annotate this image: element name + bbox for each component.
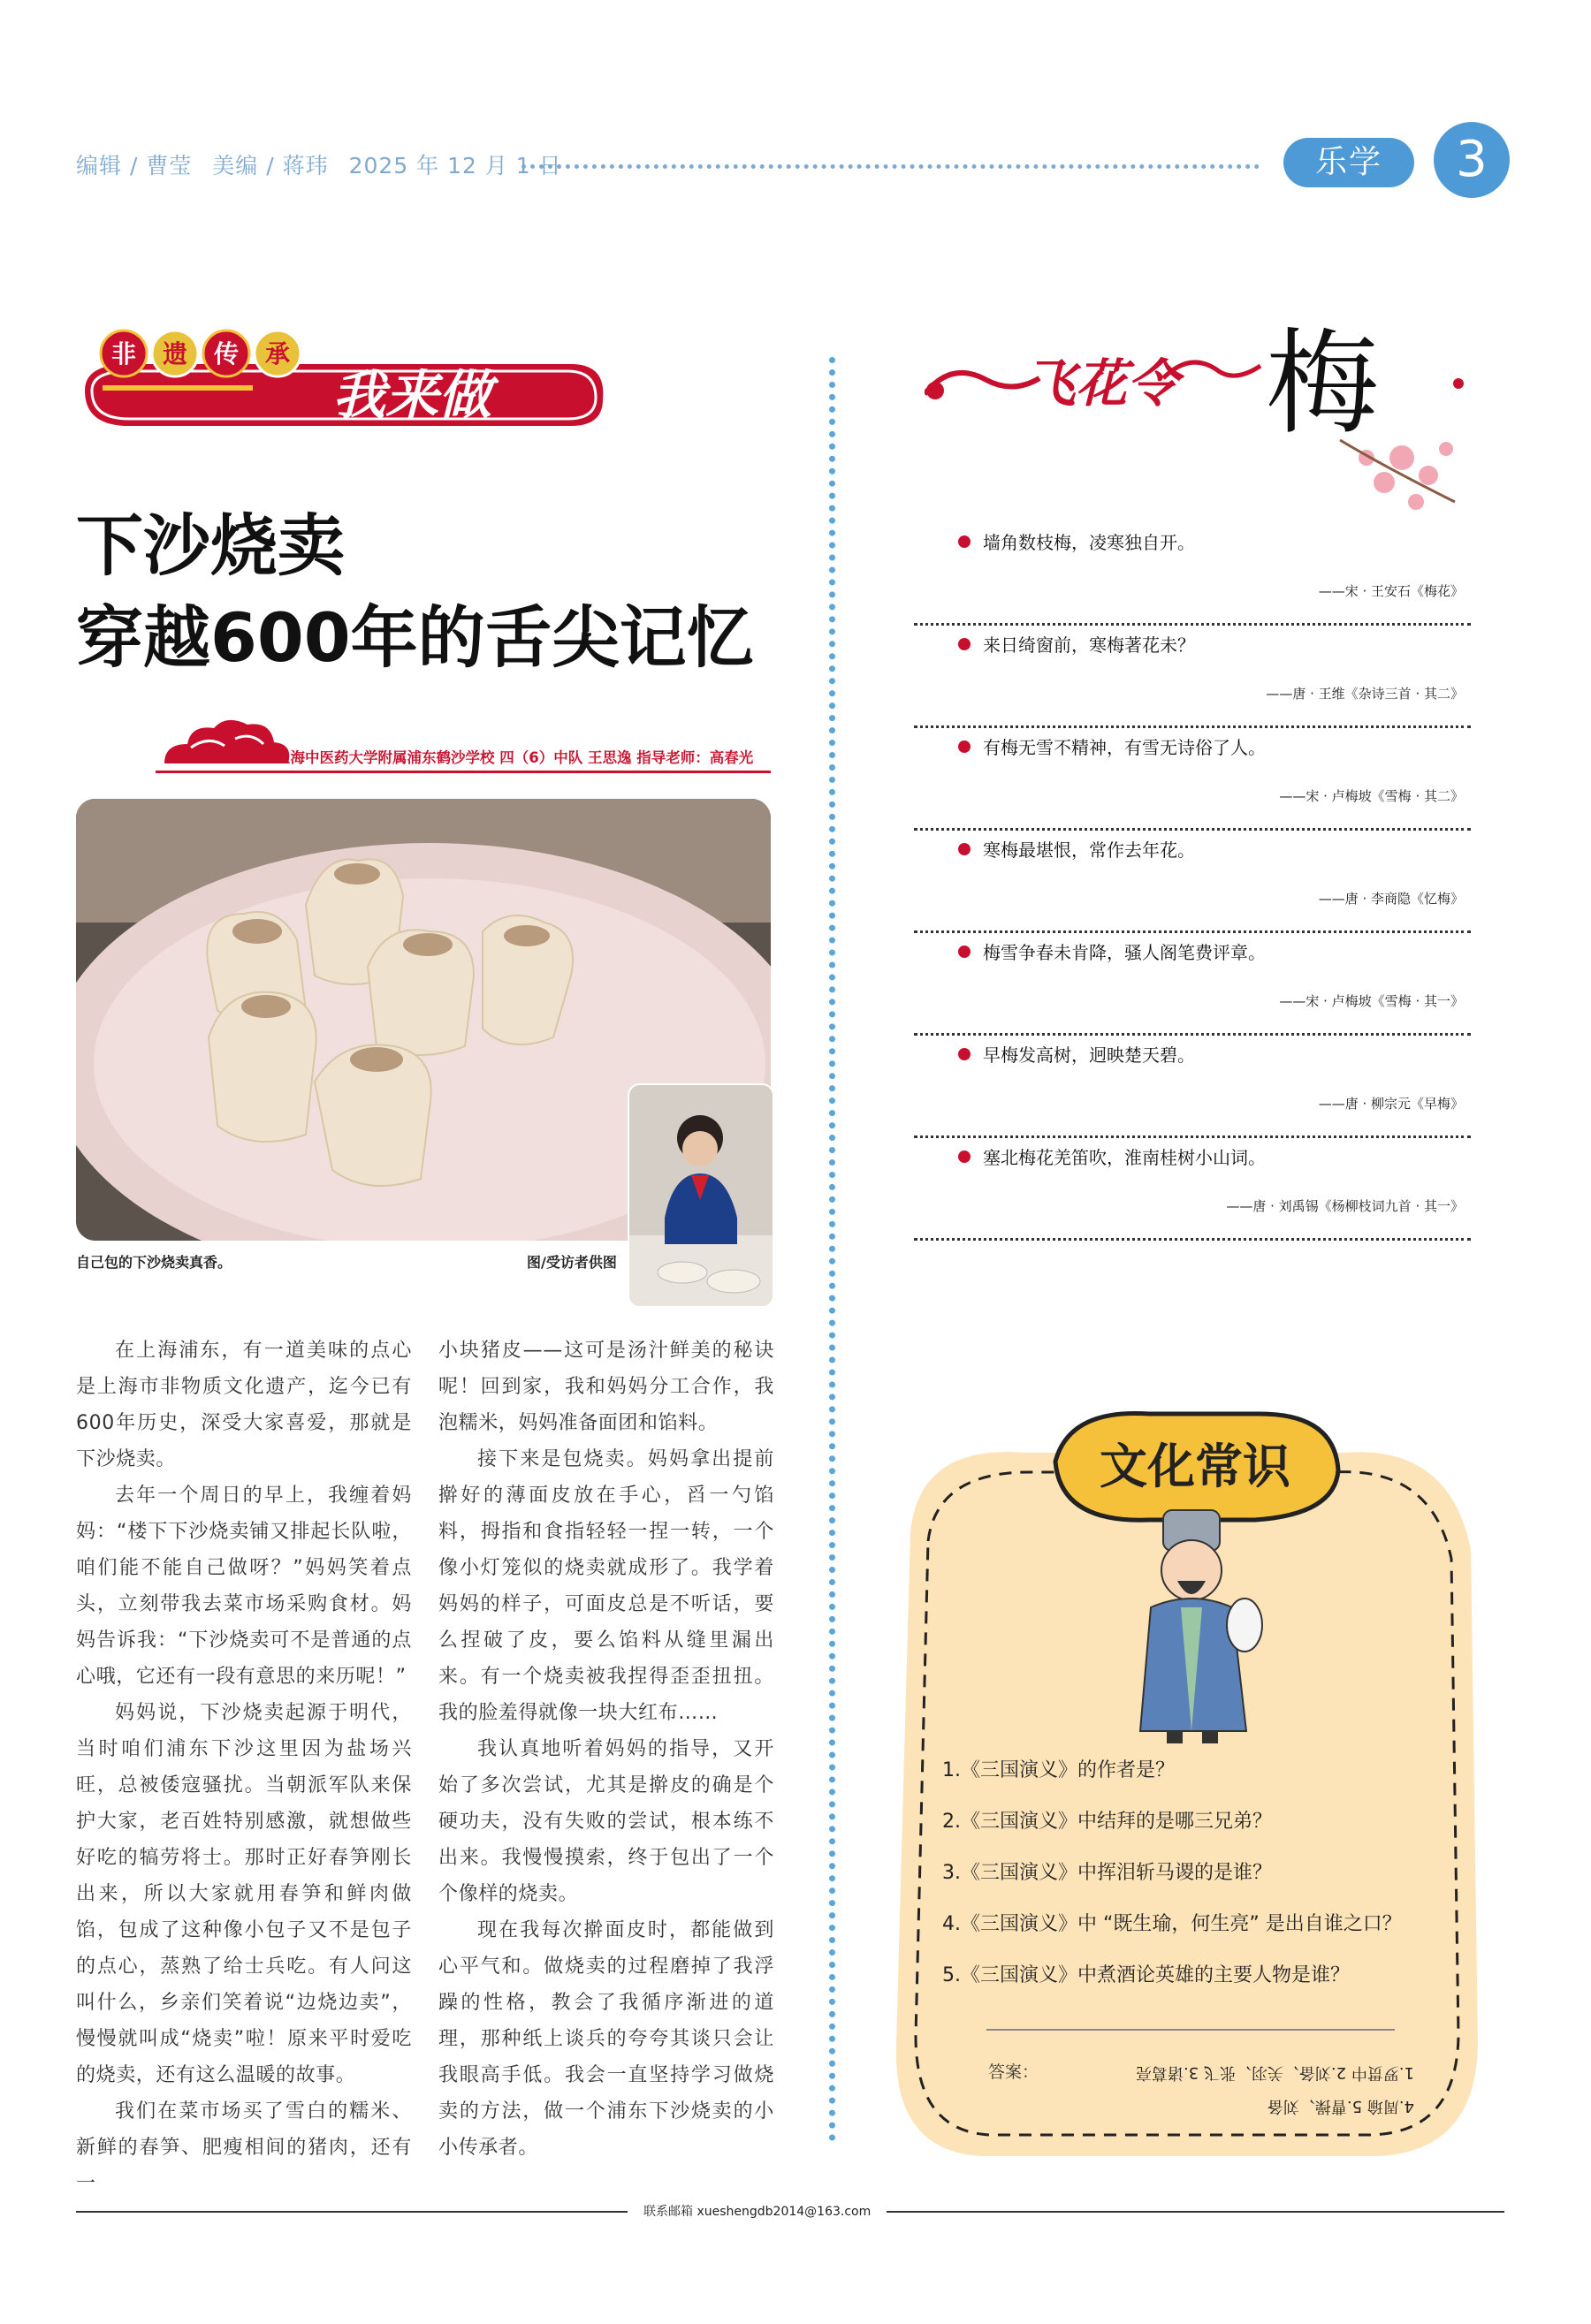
designer-credit: 美编 / 蒋玮 [212, 153, 329, 178]
quiz-question: 4.《三国演义》中 “既生瑜，何生亮” 是出自谁之口？ [942, 1913, 1402, 1935]
quiz-question: 5.《三国演义》中煮酒论英雄的主要人物是谁？ [942, 1964, 1350, 1986]
poem-line: 有梅无雪不精神，有雪无诗俗了人。 [983, 737, 1266, 758]
quiz-question: 1.《三国演义》的作者是？ [942, 1759, 1175, 1781]
poem-source: ——唐 · 李商隐《忆梅》 [1318, 891, 1464, 907]
answer-line: 1.罗贯中 2.刘备、关羽、张飞 3.诸葛亮 [1136, 2063, 1414, 2082]
poem-source: ——宋 · 王安石《梅花》 [1318, 583, 1464, 599]
banner-tag-1: 非 [110, 339, 137, 368]
answer-line: 4.周瑜 5.曹操、刘备 [1267, 2097, 1414, 2115]
column-divider [829, 357, 835, 2142]
bullet-icon [958, 946, 971, 958]
culture-quiz-card [884, 1409, 1485, 2168]
article-column-1 [76, 1333, 412, 2202]
poem-item [914, 933, 1471, 1036]
poem-source: ——宋 · 卢梅坡《雪梅 · 其二》 [1279, 788, 1464, 804]
child-cooking-photo [628, 1083, 774, 1308]
banner-tag-2: 遗 [162, 339, 188, 368]
poem-source: ——唐 · 柳宗元《早梅》 [1318, 1096, 1464, 1112]
poem-line: 早梅发高树，迥映楚天碧。 [983, 1044, 1195, 1066]
feihualing-header [925, 325, 1473, 528]
issue-date: 2025 年 12 月 1 日 [348, 153, 562, 178]
poem-line: 来日绮窗前，寒梅著花未？ [983, 634, 1195, 656]
poem-item [914, 626, 1471, 728]
answer-text-upside-down [1043, 2055, 1414, 2123]
banner-tag-4: 承 [264, 339, 291, 368]
feihualing-keyword: 梅 [1265, 325, 1380, 450]
article-column-2 [438, 1333, 774, 2166]
editor-credit: 编辑 / 曹莹 [76, 153, 193, 178]
header-meta [76, 148, 575, 180]
bullet-icon [958, 535, 971, 548]
photo-credit: 图/受访者供图 [527, 1254, 617, 1271]
poem-item [914, 728, 1471, 831]
banner-tag-3: 传 [213, 339, 240, 368]
section-badge: 乐学 [1283, 138, 1414, 187]
article-paragraph: 我们在菜市场买了雪白的糯米、新鲜的春笋、肥瘦相间的猪肉，还有一 [76, 2100, 412, 2195]
bullet-icon [958, 843, 971, 855]
poem-item [914, 831, 1471, 933]
feihualing-label: 飞花令 [1024, 353, 1179, 414]
poem-source: ——唐 · 刘禹锡《杨柳枝词九首 · 其一》 [1226, 1198, 1464, 1214]
article-title-line1: 下沙烧卖 [76, 506, 345, 585]
bullet-icon [958, 638, 971, 650]
poem-line: 寒梅最堪恨，常作去年花。 [983, 839, 1195, 861]
poem-line: 梅雪争春未肯降，骚人阁笔费评章。 [983, 942, 1266, 963]
article-paragraph: 我认真地听着妈妈的指导，又开始了多次尝试，尤其是擀皮的确是个硬功夫，没有失败的尝试，根本练不出来。我慢慢摸索，终于包出了一个个像样的烧卖。 [438, 1738, 774, 1905]
article-paragraph: 现在我每次擀面皮时，都能做到心平气和。做烧卖的过程磨掉了我浮躁的性格，教会了我循序渐进的道理，那种纸上谈兵的夸夸其谈只会让我眼高手低。我会一直坚持学习做烧卖的方法，做一个浦东下沙烧卖的小小传承者。 [438, 1919, 774, 2159]
article-paragraph: 去年一个周日的早上，我缠着妈妈：“楼下下沙烧卖铺又排起长队啦，咱们能不能自己做呀？”妈妈笑着点头，立刻带我去菜市场采购食材。妈妈告诉我：“下沙烧卖可不是普通的点心哦，它还有一段有意思的来历呢！” [76, 1485, 412, 1688]
bullet-icon [958, 1048, 971, 1060]
poem-source: ——宋 · 卢梅坡《雪梅 · 其一》 [1279, 993, 1464, 1009]
footer-contact: 联系邮箱 xueshengdb2014@163.com [628, 2202, 887, 2220]
page-number-badge: 3 [1434, 122, 1510, 198]
photo-caption: 自己包的下沙烧卖真香。 [76, 1254, 232, 1271]
header-dotted-rule [521, 164, 1260, 169]
answer-separator [986, 2029, 1395, 2031]
poem-list [914, 523, 1471, 1241]
poem-line: 墙角数枝梅，凌寒独自开。 [983, 532, 1195, 553]
feature-banner [76, 329, 610, 435]
article-paragraph: 妈妈说，下沙烧卖起源于明代，当时咱们浦东下沙这里因为盐场兴旺，总被倭寇骚扰。当朝派军队来保护大家，老百姓特别感激，就想做些好吃的犒劳将士。那时正好春笋刚长出来，所以大家就用春笋和鲜肉做馅，包成了这种像小包子又不是包子的点心，蒸熟了给士兵吃。有人问这叫什么，乡亲们笑着说“边烧边卖”，慢慢就叫成“烧卖”啦！原来平时爱吃的烧卖，还有这么温暖的故事。 [76, 1702, 412, 2086]
quiz-question: 3.《三国演义》中挥泪斩马谡的是谁？ [942, 1862, 1272, 1884]
poem-item [914, 1036, 1471, 1138]
poem-item [914, 1138, 1471, 1241]
poem-source: ——唐 · 王维《杂诗三首 · 其二》 [1266, 686, 1464, 702]
article-paragraph: 接下来是包烧卖。妈妈拿出提前擀好的薄面皮放在手心，舀一勺馅料，拇指和食指轻轻一捏一转，一个像小灯笼似的烧卖就成形了。我学着妈妈的样子，可面皮总是不听话，要么捏破了皮，要么馅料从缝里漏出来。有一个烧卖被我捏得歪歪扭扭。我的脸羞得就像一块大红布…… [438, 1448, 774, 1724]
article-paragraph: 在上海浦东，有一道美味的点心是上海市非物质文化遗产，迄今已有600年历史，深受大家喜爱，那就是下沙烧卖。 [76, 1340, 412, 1470]
banner-title: 我来做 [332, 365, 491, 427]
poem-item [914, 523, 1471, 626]
article-byline: 上海中医药大学附属浦东鹤沙学校 四（6）中队 王思逸 指导老师：高春光 [276, 749, 754, 766]
culture-title: 文化常识 [1100, 1439, 1290, 1494]
article-title-line2: 穿越600年的舌尖记忆 [76, 598, 754, 677]
poem-line: 塞北梅花羌笛吹，淮南桂树小山词。 [983, 1147, 1266, 1168]
quiz-question: 2.《三国演义》中结拜的是哪三兄弟？ [942, 1811, 1272, 1833]
article-title [76, 500, 754, 684]
answer-label: 答案： [988, 2062, 1039, 2082]
bullet-icon [958, 1151, 971, 1163]
article-paragraph-continued: 小块猪皮——这可是汤汁鲜美的秘诀呢！回到家，我和妈妈分工合作，我泡糯米，妈妈准备面团和馅料。 [438, 1340, 774, 1434]
byline-rule [156, 771, 771, 773]
bullet-icon [958, 740, 971, 753]
